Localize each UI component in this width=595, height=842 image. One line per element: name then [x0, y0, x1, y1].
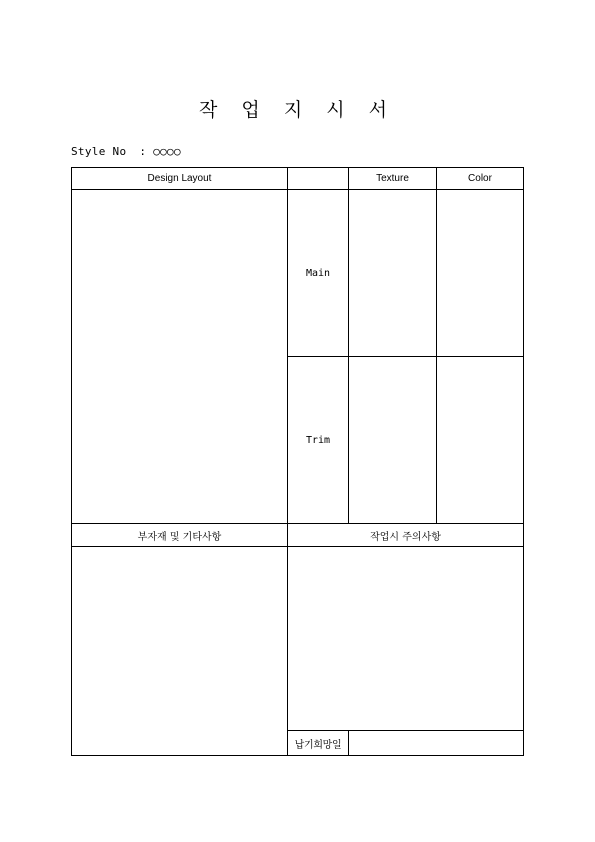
trim-row-label: Trim	[288, 357, 349, 524]
style-number	[71, 145, 181, 158]
trim-color-cell[interactable]	[437, 357, 524, 524]
main-row-label: Main	[288, 190, 349, 357]
work-notes-header: 작업시 주의사항	[288, 524, 524, 547]
accessories-area[interactable]	[72, 547, 288, 756]
empty-header-cell	[288, 168, 349, 190]
style-number-separator: :	[139, 145, 147, 158]
delivery-date-label: 납기희망일	[288, 731, 349, 756]
design-layout-area[interactable]	[72, 190, 288, 524]
delivery-date-value[interactable]	[349, 731, 524, 756]
style-number-value: ○○○○	[153, 145, 181, 158]
work-order-table	[71, 167, 524, 756]
work-notes-area[interactable]	[288, 547, 524, 731]
document-title: 작 업 지 시 서	[199, 99, 396, 121]
accessories-header: 부자재 및 기타사항	[72, 524, 288, 547]
design-layout-header: Design Layout	[72, 168, 288, 190]
texture-header: Texture	[349, 168, 437, 190]
main-texture-cell[interactable]	[349, 190, 437, 357]
trim-texture-cell[interactable]	[349, 357, 437, 524]
color-header: Color	[437, 168, 524, 190]
main-color-cell[interactable]	[437, 190, 524, 357]
style-number-label: Style No	[71, 145, 127, 158]
